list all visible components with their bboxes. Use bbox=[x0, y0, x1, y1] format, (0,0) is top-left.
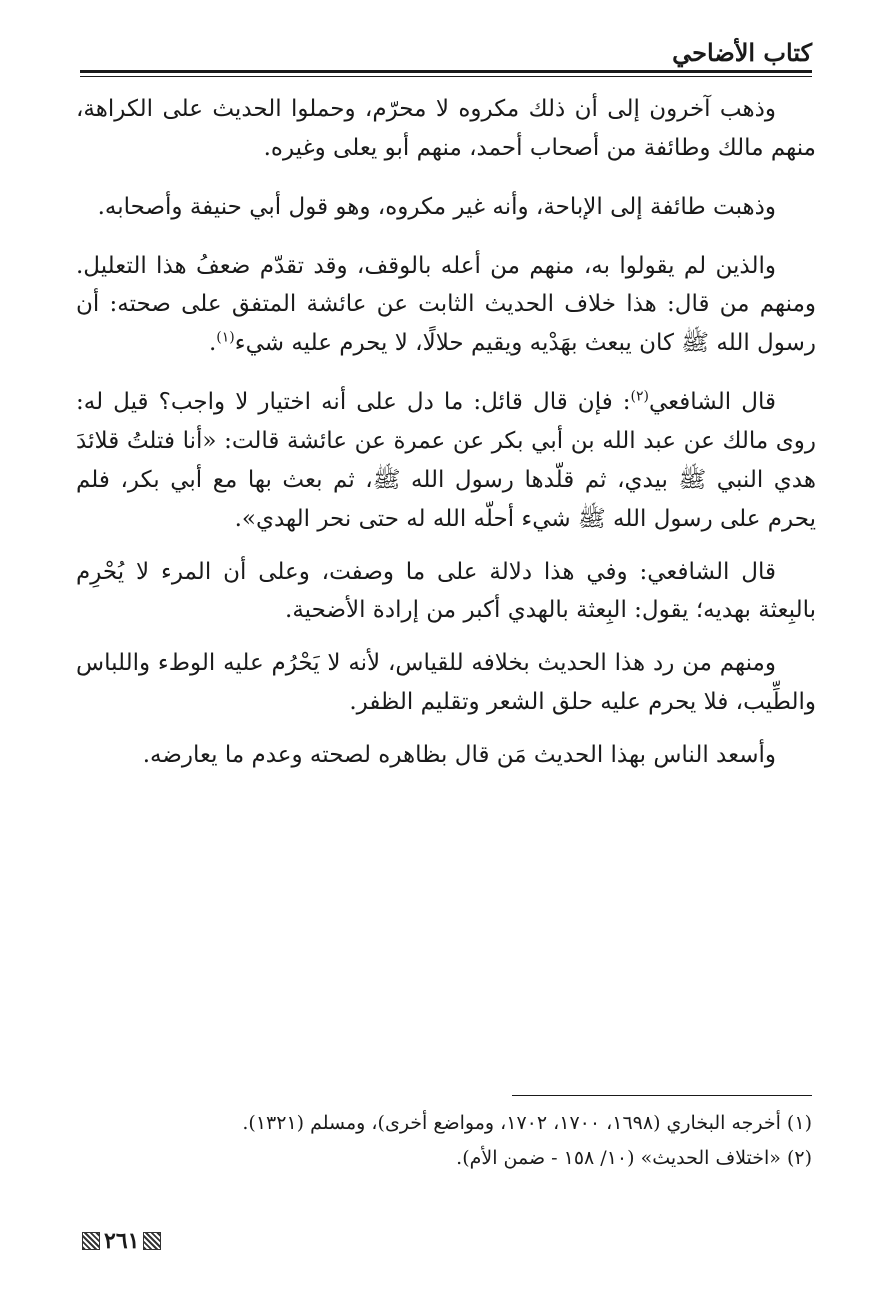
running-title: كتاب الأضاحي bbox=[672, 38, 812, 67]
ornament-left-icon bbox=[82, 1232, 100, 1250]
main-text bbox=[76, 90, 816, 789]
paragraph-4-text: : فإن قال قائل: ما دل على أنه اختيار لا واجب؟ قيل له: روى مالك عن عبد الله بن أبي بكر عن عمرة عن عائشة قالت: «أنا فتلتُ قلائدَ هدي النبي ﷺ بيدي، ثم قلّدها رسول الله ﷺ، ثم بعث بها مع أبي بكر، فلم يحرم على رسول الله ﷺ شيء أحلّه الله له حتى نحر الهدي». bbox=[76, 389, 816, 532]
footnote-separator bbox=[512, 1095, 812, 1096]
footnote-2: (٢) «اختلاف الحديث» (١٠/ ١٥٨ - ضمن الأم). bbox=[456, 1147, 812, 1170]
page-folio bbox=[82, 1228, 161, 1254]
header-rule-thin bbox=[80, 76, 812, 77]
header-rule-thick bbox=[80, 70, 812, 73]
paragraph-1: وذهب آخرون إلى أن ذلك مكروه لا محرّم، وحملوا الحديث على الكراهة، منهم مالك وطائفة من أصحاب أحمد، منهم أبو يعلى وغيره. bbox=[76, 96, 816, 161]
footnote-marker-2: (٢) bbox=[630, 388, 649, 405]
paragraph-7: وأسعد الناس بهذا الحديث مَن قال بظاهره لصحته وعدم ما يعارضه. bbox=[142, 742, 776, 769]
ornament-right-icon bbox=[143, 1232, 161, 1250]
paragraph-4-lead: قال الشافعي bbox=[649, 389, 776, 416]
paragraph-3: والذين لم يقولوا به، منهم من أعله بالوقف، وقد تقدّم ضعفُ هذا التعليل. ومنهم من قال: هذا خلاف الحديث الثابت عن عائشة المتفق على صحته: أن رسول الله ﷺ كان يبعث بهَدْيه ويقيم حلالًا، لا يحرم عليه شيء$^{(١)}$. bbox=[76, 252, 816, 357]
footnote-1: (١) أخرجه البخاري (١٦٩٨، ١٧٠٠، ١٧٠٢، ومواضع أخرى)، ومسلم (١٣٢١). bbox=[242, 1112, 812, 1134]
footnote-marker-1: (١) bbox=[216, 329, 235, 346]
paragraph-4 bbox=[76, 383, 816, 538]
footnotes bbox=[72, 1106, 812, 1176]
paragraph-6: ومنهم من رد هذا الحديث بخلافه للقياس، لأنه لا يَحْرُم عليه الوطء واللباس والطِّيب، فلا يحرم عليه حلق الشعر وتقليم الظفر. bbox=[76, 650, 816, 716]
paragraph-5: قال الشافعي: وفي هذا دلالة على ما وصفت، وعلى أن المرء لا يُحْرِم بالبِعثة بهديه؛ يقول: البِعثة بالهدي أكبر من إرادة الأضحية. bbox=[76, 558, 816, 624]
paragraph-2: وذهبت طائفة إلى الإباحة، وأنه غير مكروه، وهو قول أبي حنيفة وأصحابه. bbox=[97, 193, 776, 220]
page-number: ٢٦١ bbox=[104, 1228, 140, 1254]
paragraph-3-text: والذين لم يقولوا به، منهم من أعله بالوقف، وقد تقدّم ضعفُ هذا التعليل. ومنهم من قال: هذا خلاف الحديث الثابت عن عائشة المتفق على صحته: أن رسول الله ﷺ كان يبعث بهَدْيه ويقيم حلالًا، لا يحرم عليه شيء bbox=[76, 252, 816, 357]
